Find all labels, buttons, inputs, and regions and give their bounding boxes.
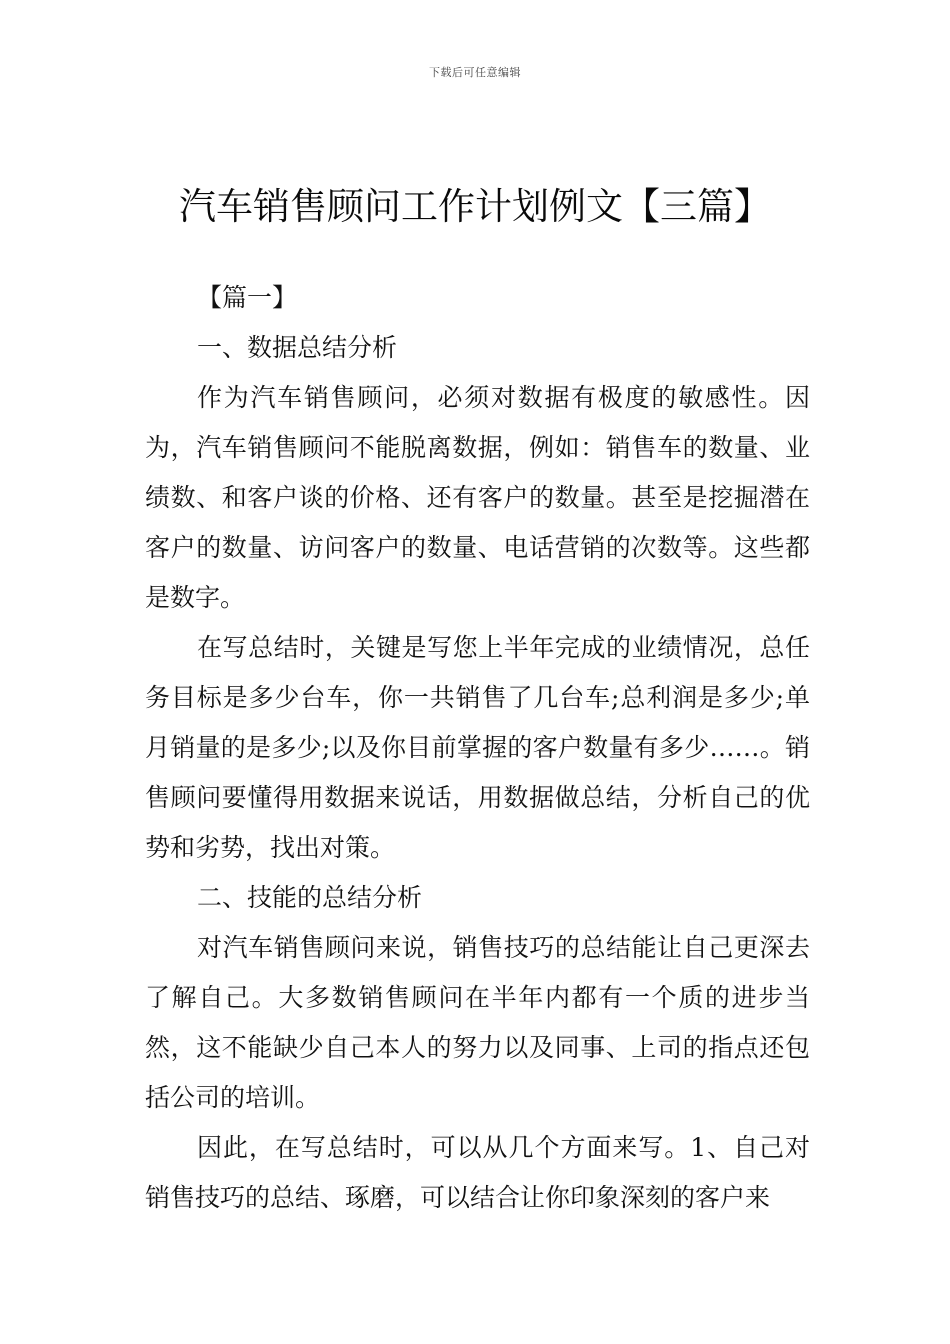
section-heading-skills-analysis: 二、技能的总结分析 (197, 883, 423, 912)
section-label: 【篇一】 (197, 283, 298, 312)
document-title: 汽车销售顾问工作计划例文【三篇】 (179, 185, 771, 228)
section-heading-data-analysis: 一、数据总结分析 (197, 333, 398, 362)
paragraph-summary-writing: 在写总结时，关键是写您上半年完成的业绩情况，总任务目标是多少台车，你一共销售了几台车;总利润是多少;单月销量的是多少;以及你目前掌握的客户数量有多少……。销售顾问要懂得用数据来说话，用数据做总结，分析自己的优势和劣势，找出对策。 (145, 633, 810, 862)
document-body (145, 273, 810, 1223)
paragraph-sales-skills: 对汽车销售顾问来说，销售技巧的总结能让自己更深去了解自己。大多数销售顾问在半年内都有一个质的进步当然，这不能缺少自己本人的努力以及同事、上司的指点还包括公司的培训。 (145, 933, 810, 1112)
page-header-note: 下载后可任意编辑 (429, 66, 521, 79)
paragraph-writing-aspects: 因此，在写总结时，可以从几个方面来写。1、自己对销售技巧的总结、琢磨，可以结合让你印象深刻的客户来 (145, 1133, 810, 1212)
paragraph-data-sensitivity: 作为汽车销售顾问，必须对数据有极度的敏感性。因为，汽车销售顾问不能脱离数据，例如：销售车的数量、业绩数、和客户谈的价格、还有客户的数量。甚至是挖掘潜在客户的数量、访问客户的数量、电话营销的次数等。这些都是数字。 (145, 383, 810, 612)
